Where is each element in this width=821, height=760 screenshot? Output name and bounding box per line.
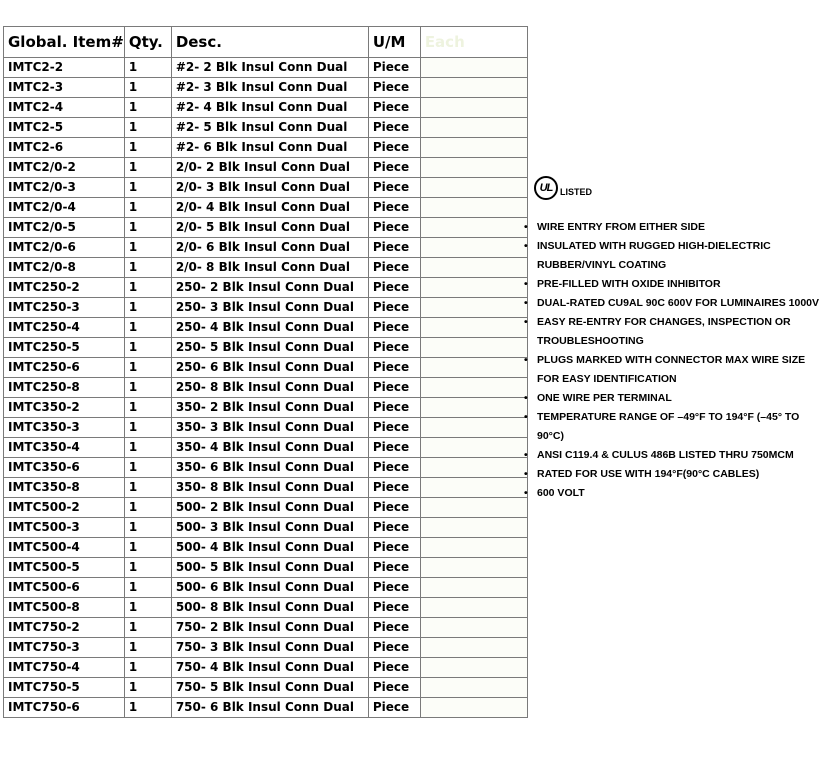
cell-unit-of-measure: Piece bbox=[368, 158, 420, 178]
cell-quantity: 1 bbox=[124, 158, 171, 178]
cell-unit-of-measure: Piece bbox=[368, 558, 420, 578]
cell-price bbox=[420, 158, 527, 178]
cell-price bbox=[420, 578, 527, 598]
cell-description: 750- 3 Blk Insul Conn Dual bbox=[171, 638, 368, 658]
table-row bbox=[4, 218, 528, 238]
cell-item-number: IMTC500-5 bbox=[4, 558, 125, 578]
cell-quantity: 1 bbox=[124, 658, 171, 678]
cell-quantity: 1 bbox=[124, 398, 171, 418]
table-row bbox=[4, 318, 528, 338]
feature-item bbox=[524, 237, 820, 275]
cell-unit-of-measure: Piece bbox=[368, 598, 420, 618]
cell-unit-of-measure: Piece bbox=[368, 498, 420, 518]
cell-unit-of-measure: Piece bbox=[368, 418, 420, 438]
cell-description: 350- 4 Blk Insul Conn Dual bbox=[171, 438, 368, 458]
feature-item bbox=[524, 218, 820, 237]
cell-description: 2/0- 2 Blk Insul Conn Dual bbox=[171, 158, 368, 178]
cell-quantity: 1 bbox=[124, 358, 171, 378]
cell-quantity: 1 bbox=[124, 498, 171, 518]
cell-quantity: 1 bbox=[124, 678, 171, 698]
cell-price bbox=[420, 198, 527, 218]
bullet-icon: • bbox=[524, 392, 528, 404]
bullet-icon: • bbox=[524, 449, 528, 461]
cell-item-number: IMTC500-2 bbox=[4, 498, 125, 518]
bullet-icon: • bbox=[524, 354, 528, 366]
cell-price bbox=[420, 58, 527, 78]
cell-unit-of-measure: Piece bbox=[368, 638, 420, 658]
cell-quantity: 1 bbox=[124, 298, 171, 318]
cell-description: 2/0- 8 Blk Insul Conn Dual bbox=[171, 258, 368, 278]
cell-description: 500- 8 Blk Insul Conn Dual bbox=[171, 598, 368, 618]
cell-unit-of-measure: Piece bbox=[368, 78, 420, 98]
cell-item-number: IMTC350-2 bbox=[4, 398, 125, 418]
cell-unit-of-measure: Piece bbox=[368, 538, 420, 558]
table-row bbox=[4, 158, 528, 178]
cell-description: 750- 5 Blk Insul Conn Dual bbox=[171, 678, 368, 698]
cell-unit-of-measure: Piece bbox=[368, 258, 420, 278]
cell-price bbox=[420, 278, 527, 298]
header-quantity: Qty. bbox=[124, 27, 171, 58]
table-row bbox=[4, 198, 528, 218]
cell-unit-of-measure: Piece bbox=[368, 138, 420, 158]
cell-price bbox=[420, 338, 527, 358]
header-unit-of-measure: U/M bbox=[368, 27, 420, 58]
feature-item bbox=[524, 389, 820, 408]
cell-description: #2- 5 Blk Insul Conn Dual bbox=[171, 118, 368, 138]
bullet-icon: • bbox=[524, 221, 528, 233]
cell-quantity: 1 bbox=[124, 378, 171, 398]
cell-quantity: 1 bbox=[124, 578, 171, 598]
table-row bbox=[4, 478, 528, 498]
cell-price bbox=[420, 558, 527, 578]
table-row bbox=[4, 438, 528, 458]
cell-item-number: IMTC750-4 bbox=[4, 658, 125, 678]
table-row bbox=[4, 638, 528, 658]
table-row bbox=[4, 138, 528, 158]
cell-item-number: IMTC2-2 bbox=[4, 58, 125, 78]
cell-quantity: 1 bbox=[124, 698, 171, 718]
cell-price bbox=[420, 218, 527, 238]
cell-unit-of-measure: Piece bbox=[368, 618, 420, 638]
cell-price bbox=[420, 138, 527, 158]
cell-price bbox=[420, 598, 527, 618]
cell-item-number: IMTC750-6 bbox=[4, 698, 125, 718]
table-row bbox=[4, 378, 528, 398]
table-row bbox=[4, 458, 528, 478]
feature-item bbox=[524, 484, 820, 503]
ul-logo-icon: UL bbox=[534, 176, 558, 200]
cell-quantity: 1 bbox=[124, 238, 171, 258]
cell-quantity: 1 bbox=[124, 278, 171, 298]
cell-quantity: 1 bbox=[124, 198, 171, 218]
cell-description: 750- 6 Blk Insul Conn Dual bbox=[171, 698, 368, 718]
cell-description: #2- 6 Blk Insul Conn Dual bbox=[171, 138, 368, 158]
bullet-icon: • bbox=[524, 297, 528, 309]
table-row bbox=[4, 538, 528, 558]
cell-unit-of-measure: Piece bbox=[368, 178, 420, 198]
cell-quantity: 1 bbox=[124, 558, 171, 578]
table-row bbox=[4, 558, 528, 578]
table-row bbox=[4, 118, 528, 138]
cell-item-number: IMTC250-4 bbox=[4, 318, 125, 338]
table-row bbox=[4, 698, 528, 718]
cell-unit-of-measure: Piece bbox=[368, 58, 420, 78]
cell-price bbox=[420, 518, 527, 538]
cell-item-number: IMTC2/0-8 bbox=[4, 258, 125, 278]
feature-text: ONE WIRE PER TERMINAL bbox=[537, 392, 672, 404]
cell-description: 350- 3 Blk Insul Conn Dual bbox=[171, 418, 368, 438]
cell-item-number: IMTC500-8 bbox=[4, 598, 125, 618]
cell-item-number: IMTC750-5 bbox=[4, 678, 125, 698]
cell-quantity: 1 bbox=[124, 58, 171, 78]
cell-quantity: 1 bbox=[124, 538, 171, 558]
feature-text: DUAL-RATED CU9AL 90C 600V FOR LUMINAIRES 1000V bbox=[537, 297, 820, 309]
cell-item-number: IMTC2-4 bbox=[4, 98, 125, 118]
cell-quantity: 1 bbox=[124, 418, 171, 438]
table-row bbox=[4, 518, 528, 538]
cell-item-number: IMTC500-4 bbox=[4, 538, 125, 558]
table-row bbox=[4, 678, 528, 698]
bullet-icon: • bbox=[524, 468, 528, 480]
feature-text: ANSI C119.4 & CULUS 486B LISTED THRU 750MCM bbox=[537, 449, 794, 461]
feature-item bbox=[524, 313, 820, 351]
table-header-row bbox=[4, 27, 528, 58]
cell-item-number: IMTC2/0-2 bbox=[4, 158, 125, 178]
cell-quantity: 1 bbox=[124, 598, 171, 618]
cell-description: #2- 4 Blk Insul Conn Dual bbox=[171, 98, 368, 118]
cell-price bbox=[420, 658, 527, 678]
cell-description: 350- 8 Blk Insul Conn Dual bbox=[171, 478, 368, 498]
cell-price bbox=[420, 258, 527, 278]
cell-unit-of-measure: Piece bbox=[368, 278, 420, 298]
cell-item-number: IMTC500-6 bbox=[4, 578, 125, 598]
cell-description: 250- 4 Blk Insul Conn Dual bbox=[171, 318, 368, 338]
cell-price bbox=[420, 398, 527, 418]
cell-price bbox=[420, 298, 527, 318]
product-table bbox=[3, 26, 528, 718]
cell-description: #2- 3 Blk Insul Conn Dual bbox=[171, 78, 368, 98]
cell-description: #2- 2 Blk Insul Conn Dual bbox=[171, 58, 368, 78]
cell-item-number: IMTC2/0-3 bbox=[4, 178, 125, 198]
cell-description: 500- 2 Blk Insul Conn Dual bbox=[171, 498, 368, 518]
cell-unit-of-measure: Piece bbox=[368, 578, 420, 598]
cell-description: 750- 2 Blk Insul Conn Dual bbox=[171, 618, 368, 638]
cell-item-number: IMTC350-3 bbox=[4, 418, 125, 438]
feature-item bbox=[524, 294, 820, 313]
table-row bbox=[4, 498, 528, 518]
header-item-number: Global. Item# bbox=[4, 27, 125, 58]
table-row bbox=[4, 578, 528, 598]
cell-item-number: IMTC250-8 bbox=[4, 378, 125, 398]
cell-price bbox=[420, 78, 527, 98]
cell-description: 250- 8 Blk Insul Conn Dual bbox=[171, 378, 368, 398]
cell-unit-of-measure: Piece bbox=[368, 518, 420, 538]
cell-item-number: IMTC2/0-6 bbox=[4, 238, 125, 258]
cell-item-number: IMTC2-6 bbox=[4, 138, 125, 158]
cell-price bbox=[420, 178, 527, 198]
cell-unit-of-measure: Piece bbox=[368, 438, 420, 458]
cell-item-number: IMTC2-5 bbox=[4, 118, 125, 138]
cell-unit-of-measure: Piece bbox=[368, 198, 420, 218]
table-row bbox=[4, 398, 528, 418]
cell-unit-of-measure: Piece bbox=[368, 318, 420, 338]
feature-item bbox=[524, 465, 820, 484]
cell-unit-of-measure: Piece bbox=[368, 338, 420, 358]
cell-quantity: 1 bbox=[124, 518, 171, 538]
cell-price bbox=[420, 238, 527, 258]
bullet-icon: • bbox=[524, 411, 528, 423]
feature-text: PLUGS MARKED WITH CONNECTOR MAX WIRE SIZE FOR EASY IDENTIFICATION bbox=[537, 354, 806, 385]
bullet-icon: • bbox=[524, 278, 528, 290]
table-row bbox=[4, 98, 528, 118]
feature-text: RATED FOR USE WITH 194°F(90°C CABLES) bbox=[537, 468, 760, 480]
bullet-icon: • bbox=[524, 240, 528, 252]
cell-description: 500- 4 Blk Insul Conn Dual bbox=[171, 538, 368, 558]
cell-unit-of-measure: Piece bbox=[368, 298, 420, 318]
cell-price bbox=[420, 418, 527, 438]
cell-price bbox=[420, 438, 527, 458]
cell-description: 2/0- 4 Blk Insul Conn Dual bbox=[171, 198, 368, 218]
cell-item-number: IMTC500-3 bbox=[4, 518, 125, 538]
cell-price bbox=[420, 698, 527, 718]
cell-description: 500- 5 Blk Insul Conn Dual bbox=[171, 558, 368, 578]
feature-text: EASY RE-ENTRY FOR CHANGES, INSPECTION OR TROUBLESHOOTING bbox=[537, 316, 791, 347]
cell-item-number: IMTC2/0-5 bbox=[4, 218, 125, 238]
cell-price bbox=[420, 638, 527, 658]
cell-item-number: IMTC350-6 bbox=[4, 458, 125, 478]
cell-quantity: 1 bbox=[124, 218, 171, 238]
cell-description: 2/0- 6 Blk Insul Conn Dual bbox=[171, 238, 368, 258]
table-row bbox=[4, 418, 528, 438]
cell-item-number: IMTC2/0-4 bbox=[4, 198, 125, 218]
feature-text: 600 VOLT bbox=[537, 487, 585, 499]
cell-quantity: 1 bbox=[124, 458, 171, 478]
cell-price bbox=[420, 678, 527, 698]
cell-quantity: 1 bbox=[124, 338, 171, 358]
feature-item bbox=[524, 275, 820, 294]
cell-quantity: 1 bbox=[124, 618, 171, 638]
table-row bbox=[4, 258, 528, 278]
cell-quantity: 1 bbox=[124, 438, 171, 458]
feature-item bbox=[524, 446, 820, 465]
header-description: Desc. bbox=[171, 27, 368, 58]
cell-quantity: 1 bbox=[124, 78, 171, 98]
ul-listed-mark bbox=[534, 176, 592, 200]
feature-text: INSULATED WITH RUGGED HIGH-DIELECTRIC RUBBER/VINYL COATING bbox=[537, 240, 771, 271]
table-row bbox=[4, 598, 528, 618]
table-row bbox=[4, 278, 528, 298]
cell-price bbox=[420, 538, 527, 558]
cell-price bbox=[420, 98, 527, 118]
cell-price bbox=[420, 378, 527, 398]
cell-item-number: IMTC250-3 bbox=[4, 298, 125, 318]
cell-description: 2/0- 5 Blk Insul Conn Dual bbox=[171, 218, 368, 238]
table-row bbox=[4, 238, 528, 258]
cell-unit-of-measure: Piece bbox=[368, 458, 420, 478]
cell-price bbox=[420, 318, 527, 338]
cell-quantity: 1 bbox=[124, 478, 171, 498]
cell-description: 500- 6 Blk Insul Conn Dual bbox=[171, 578, 368, 598]
cell-item-number: IMTC250-2 bbox=[4, 278, 125, 298]
feature-text: WIRE ENTRY FROM EITHER SIDE bbox=[537, 221, 706, 233]
bullet-icon: • bbox=[524, 316, 528, 328]
cell-unit-of-measure: Piece bbox=[368, 378, 420, 398]
cell-description: 350- 2 Blk Insul Conn Dual bbox=[171, 398, 368, 418]
table-row bbox=[4, 658, 528, 678]
cell-item-number: IMTC250-5 bbox=[4, 338, 125, 358]
ul-listed-label: LISTED bbox=[560, 187, 593, 197]
cell-description: 250- 5 Blk Insul Conn Dual bbox=[171, 338, 368, 358]
cell-item-number: IMTC350-4 bbox=[4, 438, 125, 458]
feature-item bbox=[524, 408, 820, 446]
table-row bbox=[4, 618, 528, 638]
cell-description: 750- 4 Blk Insul Conn Dual bbox=[171, 658, 368, 678]
cell-unit-of-measure: Piece bbox=[368, 678, 420, 698]
cell-item-number: IMTC2-3 bbox=[4, 78, 125, 98]
cell-price bbox=[420, 358, 527, 378]
cell-unit-of-measure: Piece bbox=[368, 98, 420, 118]
cell-unit-of-measure: Piece bbox=[368, 218, 420, 238]
table-row bbox=[4, 358, 528, 378]
table-body bbox=[4, 58, 528, 718]
cell-price bbox=[420, 618, 527, 638]
cell-price bbox=[420, 498, 527, 518]
cell-unit-of-measure: Piece bbox=[368, 238, 420, 258]
cell-price bbox=[420, 118, 527, 138]
cell-unit-of-measure: Piece bbox=[368, 658, 420, 678]
cell-description: 2/0- 3 Blk Insul Conn Dual bbox=[171, 178, 368, 198]
cell-item-number: IMTC750-2 bbox=[4, 618, 125, 638]
cell-unit-of-measure: Piece bbox=[368, 358, 420, 378]
cell-quantity: 1 bbox=[124, 258, 171, 278]
cell-unit-of-measure: Piece bbox=[368, 698, 420, 718]
table-row bbox=[4, 58, 528, 78]
table-row bbox=[4, 178, 528, 198]
cell-description: 250- 6 Blk Insul Conn Dual bbox=[171, 358, 368, 378]
cell-quantity: 1 bbox=[124, 178, 171, 198]
cell-description: 250- 2 Blk Insul Conn Dual bbox=[171, 278, 368, 298]
cell-quantity: 1 bbox=[124, 118, 171, 138]
table-row bbox=[4, 338, 528, 358]
table-row bbox=[4, 298, 528, 318]
feature-list bbox=[524, 218, 820, 503]
cell-description: 350- 6 Blk Insul Conn Dual bbox=[171, 458, 368, 478]
cell-item-number: IMTC350-8 bbox=[4, 478, 125, 498]
cell-description: 500- 3 Blk Insul Conn Dual bbox=[171, 518, 368, 538]
cell-quantity: 1 bbox=[124, 638, 171, 658]
header-price: Each bbox=[420, 27, 527, 58]
cell-unit-of-measure: Piece bbox=[368, 118, 420, 138]
feature-text: PRE-FILLED WITH OXIDE INHIBITOR bbox=[537, 278, 721, 290]
bullet-icon: • bbox=[524, 487, 528, 499]
cell-item-number: IMTC750-3 bbox=[4, 638, 125, 658]
cell-item-number: IMTC250-6 bbox=[4, 358, 125, 378]
cell-description: 250- 3 Blk Insul Conn Dual bbox=[171, 298, 368, 318]
cell-price bbox=[420, 458, 527, 478]
cell-unit-of-measure: Piece bbox=[368, 398, 420, 418]
feature-text: TEMPERATURE RANGE OF –49°F TO 194°F (–45° TO 90°C) bbox=[537, 411, 800, 442]
cell-quantity: 1 bbox=[124, 138, 171, 158]
cell-price bbox=[420, 478, 527, 498]
cell-quantity: 1 bbox=[124, 318, 171, 338]
table-row bbox=[4, 78, 528, 98]
feature-item bbox=[524, 351, 820, 389]
cell-unit-of-measure: Piece bbox=[368, 478, 420, 498]
cell-quantity: 1 bbox=[124, 98, 171, 118]
